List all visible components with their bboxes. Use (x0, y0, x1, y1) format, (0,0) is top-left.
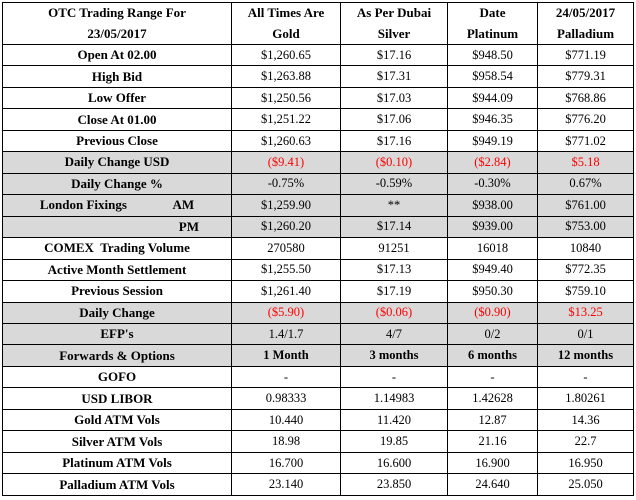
cell-term-4: 1.80261 (538, 388, 634, 409)
row-close (3, 109, 634, 130)
cell-term-2: - (341, 366, 448, 387)
cell-platinum: 0/2 (448, 324, 538, 345)
row-daily-change (3, 302, 634, 323)
row-label: Gold ATM Vols (3, 409, 232, 430)
cell-platinum: $938.00 (448, 195, 538, 216)
cell-term-1: 18.98 (232, 431, 341, 452)
cell-term-4: - (538, 366, 634, 387)
cell-platinum: $939.00 (448, 216, 538, 237)
header-title: OTC Trading Range For (3, 3, 232, 24)
row-open (3, 44, 634, 65)
row-label: Previous Session (3, 281, 232, 302)
cell-platinum: ($2.84) (448, 152, 538, 173)
cell-palladium: $759.10 (538, 281, 634, 302)
cell-gold: 1.4/1.7 (232, 324, 341, 345)
cell-platinum: $949.19 (448, 130, 538, 151)
row-label: Low Offer (3, 87, 232, 108)
row-platinum-atm-vols (3, 452, 634, 473)
row-label: Close At 01.00 (3, 109, 232, 130)
cell-platinum: -0.30% (448, 173, 538, 194)
cell-term-4: 16.950 (538, 452, 634, 473)
cell-platinum: 16018 (448, 238, 538, 259)
cell-term-3: 16.900 (448, 452, 538, 473)
otc-trading-table (2, 2, 634, 496)
cell-platinum: ($0.90) (448, 302, 538, 323)
cell-gold: $1,263.88 (232, 66, 341, 87)
row-daily-change-pct (3, 173, 634, 194)
cell-gold: $1,260.65 (232, 44, 341, 65)
cell-term-4: 25.050 (538, 474, 634, 496)
cell-silver: $17.19 (341, 281, 448, 302)
cell-platinum: $948.50 (448, 44, 538, 65)
header-gold: Gold (232, 23, 341, 44)
row-label: Platinum ATM Vols (3, 452, 232, 473)
header-silver: Silver (341, 23, 448, 44)
header-prev-date: 23/05/2017 (3, 23, 232, 44)
cell-gold: -0.75% (232, 173, 341, 194)
cell-term-1: 16.700 (232, 452, 341, 473)
cell-silver: ($0.10) (341, 152, 448, 173)
cell-palladium: $768.86 (538, 87, 634, 108)
cell-term-3: 21.16 (448, 431, 538, 452)
cell-palladium: $776.20 (538, 109, 634, 130)
row-label: Previous Close (3, 130, 232, 151)
fixings-label: London Fixings (39, 197, 127, 213)
row-label (3, 195, 232, 216)
row-label: GOFO (3, 366, 232, 387)
cell-silver: $17.13 (341, 259, 448, 280)
header-row-1 (3, 3, 634, 24)
row-usd-libor (3, 388, 634, 409)
cell-gold: $1,261.40 (232, 281, 341, 302)
cell-palladium: $13.25 (538, 302, 634, 323)
row-low (3, 87, 634, 108)
row-label: Open At 02.00 (3, 44, 232, 65)
row-forwards-options (3, 345, 634, 366)
cell-term-1: 23.140 (232, 474, 341, 496)
cell-gold: $1,255.50 (232, 259, 341, 280)
cell-silver: 4/7 (341, 324, 448, 345)
row-label: Active Month Settlement (3, 259, 232, 280)
cell-silver: $17.06 (341, 109, 448, 130)
cell-palladium: $771.19 (538, 44, 634, 65)
row-label: COMEX Trading Volume (3, 238, 232, 259)
row-label: Forwards & Options (3, 345, 232, 366)
row-previous-close (3, 130, 634, 151)
cell-platinum: $946.35 (448, 109, 538, 130)
cell-term-2: 23.850 (341, 474, 448, 496)
row-london-fix-pm (3, 216, 634, 237)
cell-platinum: $944.09 (448, 87, 538, 108)
row-london-fix-am (3, 195, 634, 216)
cell-silver: $17.14 (341, 216, 448, 237)
cell-silver: $17.16 (341, 130, 448, 151)
row-high (3, 66, 634, 87)
cell-term-2: 16.600 (341, 452, 448, 473)
row-label: Palladium ATM Vols (3, 474, 232, 496)
row-label: USD LIBOR (3, 388, 232, 409)
row-label: Daily Change (3, 302, 232, 323)
cell-silver: 91251 (341, 238, 448, 259)
cell-gold: $1,251.22 (232, 109, 341, 130)
cell-term-3: 24.640 (448, 474, 538, 496)
cell-gold: $1,259.90 (232, 195, 341, 216)
cell-term-3: 6 months (448, 345, 538, 366)
cell-palladium: $772.35 (538, 259, 634, 280)
cell-silver: -0.59% (341, 173, 448, 194)
cell-term-2: 19.85 (341, 431, 448, 452)
header-date-label: Date (448, 3, 538, 24)
cell-gold: ($9.41) (232, 152, 341, 173)
cell-silver: $17.03 (341, 87, 448, 108)
row-active-settlement (3, 259, 634, 280)
row-gofo (3, 366, 634, 387)
cell-platinum: $949.40 (448, 259, 538, 280)
cell-palladium: 10840 (538, 238, 634, 259)
cell-palladium: 0/1 (538, 324, 634, 345)
row-label: Silver ATM Vols (3, 431, 232, 452)
cell-term-4: 12 months (538, 345, 634, 366)
row-label: Daily Change % (3, 173, 232, 194)
row-daily-change-usd (3, 152, 634, 173)
fixings-am-label: AM (172, 197, 195, 213)
cell-term-1: - (232, 366, 341, 387)
cell-term-1: 10.440 (232, 409, 341, 430)
cell-gold: $1,260.63 (232, 130, 341, 151)
cell-term-2: 3 months (341, 345, 448, 366)
row-efp (3, 324, 634, 345)
row-palladium-atm-vols (3, 474, 634, 496)
cell-term-4: 14.36 (538, 409, 634, 430)
row-previous-session (3, 281, 634, 302)
cell-palladium: $761.00 (538, 195, 634, 216)
cell-gold: ($5.90) (232, 302, 341, 323)
cell-term-4: 22.7 (538, 431, 634, 452)
cell-silver: $17.16 (341, 44, 448, 65)
row-label: Daily Change USD (3, 152, 232, 173)
cell-platinum: $958.54 (448, 66, 538, 87)
header-times-label: All Times Are (232, 3, 341, 24)
cell-platinum: $950.30 (448, 281, 538, 302)
cell-term-1: 0.98333 (232, 388, 341, 409)
header-dubai-label: As Per Dubai (341, 3, 448, 24)
cell-gold: 270580 (232, 238, 341, 259)
cell-palladium: $771.02 (538, 130, 634, 151)
fixings-pm-label: PM (3, 216, 232, 237)
row-label: EFP's (3, 324, 232, 345)
cell-gold: $1,250.56 (232, 87, 341, 108)
cell-silver: ($0.06) (341, 302, 448, 323)
cell-palladium: $753.00 (538, 216, 634, 237)
row-gold-atm-vols (3, 409, 634, 430)
cell-term-3: 1.42628 (448, 388, 538, 409)
cell-term-2: 11.420 (341, 409, 448, 430)
cell-term-3: 12.87 (448, 409, 538, 430)
cell-silver: $17.31 (341, 66, 448, 87)
cell-term-3: - (448, 366, 538, 387)
cell-palladium: 0.67% (538, 173, 634, 194)
cell-palladium: $779.31 (538, 66, 634, 87)
cell-gold: $1,260.20 (232, 216, 341, 237)
header-date-value: 24/05/2017 (538, 3, 634, 24)
row-label: High Bid (3, 66, 232, 87)
row-comex-volume (3, 238, 634, 259)
cell-silver: ** (341, 195, 448, 216)
row-silver-atm-vols (3, 431, 634, 452)
cell-palladium: $5.18 (538, 152, 634, 173)
cell-term-2: 1.14983 (341, 388, 448, 409)
cell-term-1: 1 Month (232, 345, 341, 366)
header-palladium: Palladium (538, 23, 634, 44)
header-platinum: Platinum (448, 23, 538, 44)
header-row-2 (3, 23, 634, 44)
